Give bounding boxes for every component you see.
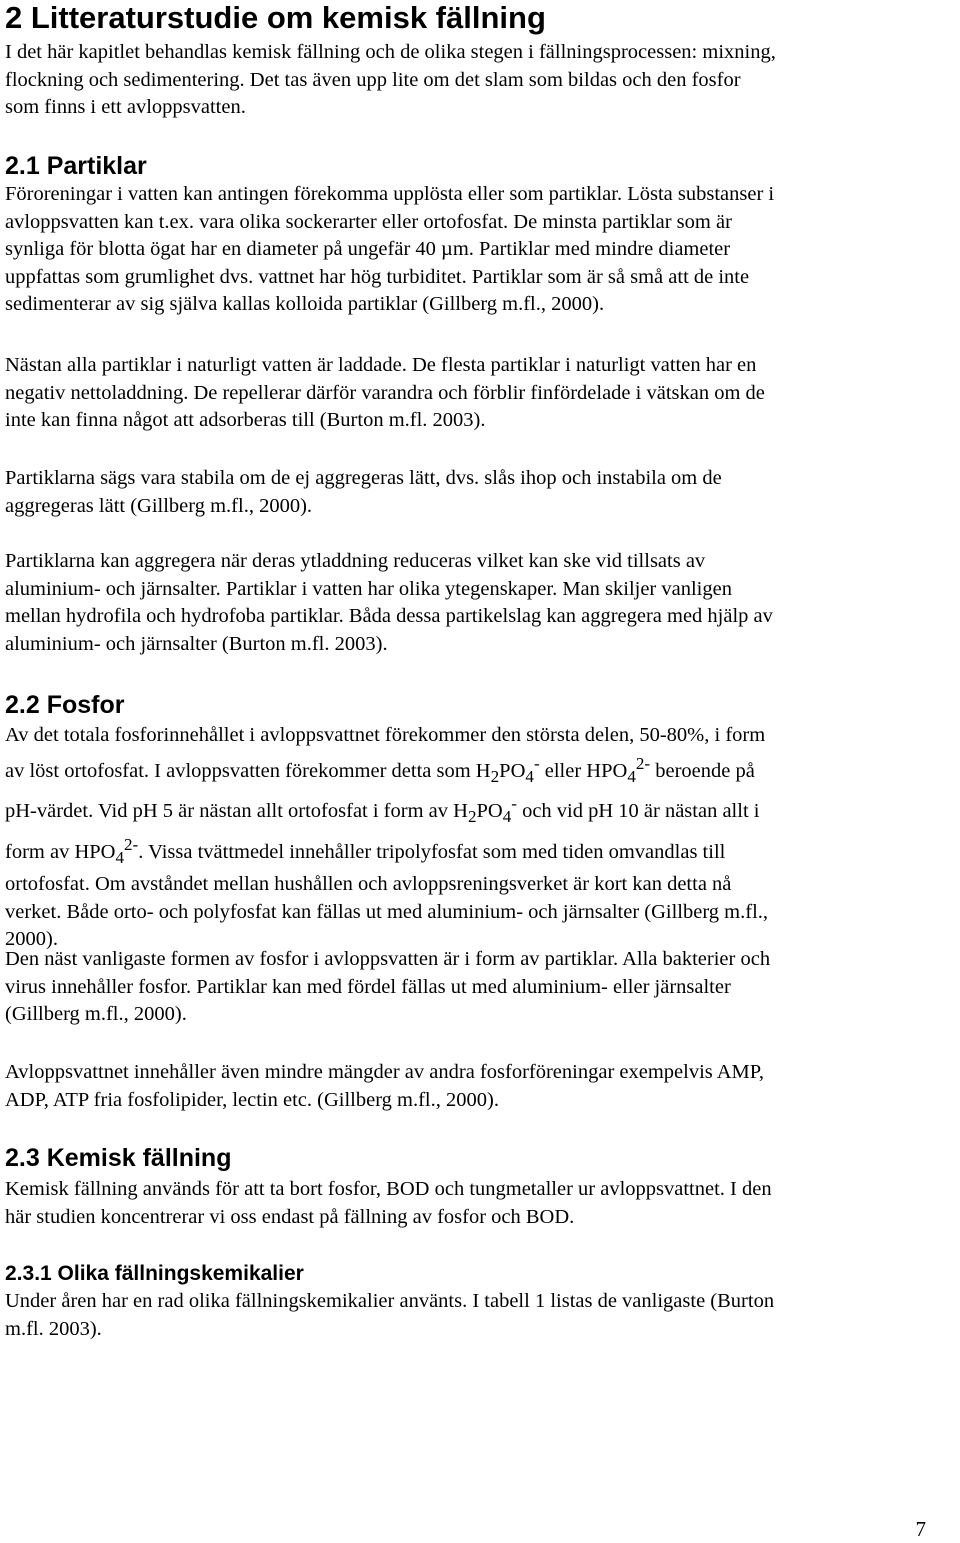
page-number: 7 — [915, 1517, 926, 1541]
section-heading-2-3-1: 2.3.1 Olika fällningskemikalier — [5, 1262, 304, 1285]
text-line: uppfattas som grumlighet dvs. vattnet har hög turbiditet. Partiklar som är så små att de inte — [5, 265, 750, 288]
fosfor-paragraph-2 — [5, 946, 770, 1029]
text-line-formula: av löst ortofosfat. I avloppsvatten förekommer detta som $H_2PO_4^-$ eller $HPO_4^{2-}$ beroende på — [5, 753, 755, 786]
text-line: Den näst vanligaste formen av fosfor i avloppsvatten är i form av partiklar. Alla bakterier och — [5, 948, 771, 970]
text-line: verket. Både orto- och polyfosfat kan fällas ut med aluminium- och järnsalter (Gillberg m.fl., — [5, 900, 769, 923]
text-line: som finns i ett avloppsvatten. — [5, 96, 246, 119]
text-line: m.fl. 2003). — [5, 1317, 102, 1340]
text-line: synliga för blotta ögat har en diameter på ungefär 40 µm. Partiklar med mindre diameter — [5, 238, 731, 261]
text-line: Kemisk fällning används för att ta bort fosfor, BOD och tungmetaller ur avloppsvattnet. I den — [5, 1178, 772, 1200]
text-line: Av det totala fosforinnehållet i avloppsvattnet förekommer den största delen, 50-80%, i form — [5, 724, 766, 746]
text-line: negativ nettoladdning. De repellerar därför varandra och förblir finfördelade i vätskan om de — [5, 381, 765, 404]
text-line: virus innehåller fosfor. Partiklar kan med fördel fällas ut med aluminium- eller järnsalter — [5, 975, 731, 998]
text-line: Partiklarna kan aggregera när deras ytladdning reduceras vilket kan ske vid tillsats av — [5, 550, 706, 572]
section-heading-2-3: 2.3 Kemisk fällning — [5, 1144, 232, 1172]
text-line: avloppsvatten kan t.ex. vara olika sockerarter eller ortofosfat. De minsta partiklar som är — [5, 210, 732, 233]
text-line: aggregeras lätt (Gillberg m.fl., 2000). — [5, 494, 313, 517]
fosfor-paragraph-1 — [5, 722, 768, 954]
section-heading-2-2: 2.2 Fosfor — [5, 691, 125, 719]
text-line: (Gillberg m.fl., 2000). — [5, 1003, 187, 1026]
text-line: I det här kapitlet behandlas kemisk fällning och de olika stegen i fällningsprocessen: mixning, — [5, 41, 776, 63]
text-line: sedimenterar av sig själva kallas kolloida partiklar (Gillberg m.fl., 2000). — [5, 293, 605, 316]
text-line: flockning och sedimentering. Det tas även upp lite om det slam som bildas och den fosfor — [5, 68, 741, 91]
chapter-heading: 2 Litteraturstudie om kemisk fällning — [5, 0, 546, 35]
text-line: Under åren har en rad olika fällningskemikalier använts. I tabell 1 listas de vanligaste (Burton — [5, 1290, 775, 1312]
text-line: mellan hydrofila och hydrofoba partiklar. Båda dessa partikelslag kan aggregera med hjälp av — [5, 605, 773, 628]
section-heading-2-1: 2.1 Partiklar — [5, 152, 147, 180]
text-line: inte kan finna något att adsorberas till (Burton m.fl. 2003). — [5, 409, 486, 432]
text-line: Föroreningar i vatten kan antingen förekomma upplösta eller som partiklar. Lösta substanser i — [5, 183, 775, 205]
text-line: Partiklarna sägs vara stabila om de ej aggregeras lätt, dvs. slås ihop och instabila om de — [5, 467, 722, 489]
partiklar-paragraph-2 — [5, 352, 765, 435]
text-line-formula: pH-värdet. Vid pH 5 är nästan allt ortofosfat i form av $H_2PO_4^-$ och vid pH 10 är nästan allt i — [5, 794, 760, 827]
text-line: Nästan alla partiklar i naturligt vatten är laddade. De flesta partiklar i naturligt vatten har en — [5, 354, 757, 376]
text-line: aluminium- och järnsalter. Partiklar i vatten har olika ytegenskaper. Man skiljer vanligen — [5, 577, 732, 600]
partiklar-paragraph-1 — [5, 181, 774, 319]
text-line: 2000). — [5, 928, 58, 951]
text-line: Avloppsvattnet innehåller även mindre mängder av andra fosforföreningar exempelvis AMP, — [5, 1061, 765, 1083]
text-line: ADP, ATP fria fosfolipider, lectin etc. (Gillberg m.fl., 2000). — [5, 1088, 499, 1111]
text-line-formula: form av $HPO_4^{2-}$. Vissa tvättmedel innehåller tripolyfosfat som med tiden omvandlas till — [5, 834, 726, 867]
text-line: här studien koncentrerar vi oss endast på fällning av fosfor och BOD. — [5, 1205, 575, 1228]
fosfor-paragraph-3 — [5, 1059, 764, 1114]
text-line: ortofosfat. Om avståndet mellan hushållen och avloppsreningsverket är kort kan detta nå — [5, 873, 732, 896]
fallningskemikalier-paragraph — [5, 1288, 774, 1343]
kemisk-fallning-paragraph — [5, 1176, 772, 1231]
partiklar-paragraph-4 — [5, 548, 773, 658]
intro-paragraph — [5, 39, 776, 122]
text-line: aluminium- och järnsalter (Burton m.fl. 2003). — [5, 632, 388, 655]
partiklar-paragraph-3 — [5, 465, 722, 520]
